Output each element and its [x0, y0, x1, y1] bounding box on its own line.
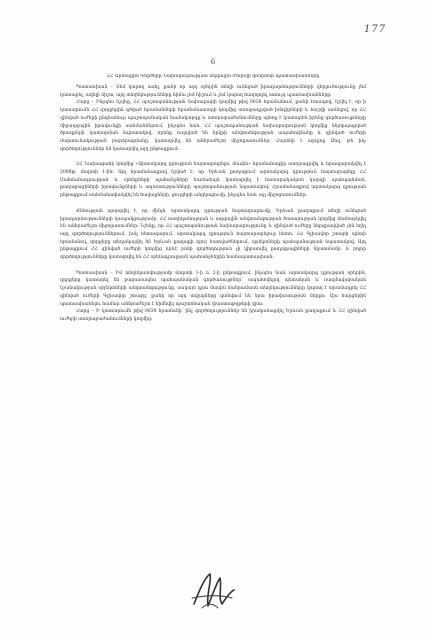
- paragraph-question-1: Հարց – Ինչպես նշվեց, ՀՀ պաշտպանության նախարարի կողմից թիվ 0038 հրամանում, քանի էտապով, նշվել է, որ ի կատարումն ՀՀ զորքերին գծված հրամանների հրամանատարի կողմից առաջադրված խնդիրների և հաշվի առնելով, որ ՀՀ զինված ուժերի ընդհանուր պաշտպանական համակարգը և ստորաբաժանումները պետք է կատարեն իրենց գործառույթները միջազգային իրավունքի սահմաններում, ինչպես նաև ՀՀ պաշտպանության նախարարության կողմից ներկայացված ծրագրերի կատարման նպատակով, որոնք ուղղված են երկրի անվտանգության ապահովմանը և զինված ուժերի մարտունակության բարձրացմանը, կատարվել են անհրաժեշտ միջոցառումներ: Հայտնի է արդյոք Ձեզ, թե ինչ գործողություններ են կատարվել այդ ընթացքում:: [60, 100, 366, 152]
- paragraph-gap: [60, 200, 366, 208]
- paragraph-gap: [60, 153, 366, 161]
- document-body: [60, 84, 366, 324]
- signature-image: [188, 568, 238, 612]
- paragraph-gap: [60, 262, 366, 270]
- document-header: ՀՀ Արտաքին Գործերի Նախարարության Ազգային Ժողովի կոմիտեի պատասխանները: [106, 74, 320, 79]
- page-number: 6: [210, 58, 216, 66]
- paragraph-question-2: Հարց – Ի կատարումն թիվ 0038 հրամանի՝ ինչ գործողություններ են իրականացվել Երևան քաղաքում և ՀՀ զինված ուժերի ստորաբաժանումների կողմից:: [60, 309, 366, 322]
- paragraph-answer-2: Պատասխան – Իմ տեղեկատվությամբ մարտի 1-ի և 2-ի ընթացքում, ինչպես նաև արտակարգ դրության օրերին, զորքերը կատարել են բացառապես պահպանական գործառույթներ՝ ապահովելով պետական և ռազմավարական նշանակության օբյեկտների անվտանգությունը, սակայն դրա մասին մանրամասն տեղեկությունները կարող է տրամադրել ՀՀ զինված ուժերի Գլխավոր շտաբը, քանի որ այդ տվյալները գտնվում են նրա իրավասության ներքո: Այս հարցերին պատասխանելու համար անհրաժեշտ է հիմնվել պաշտոնական փաստաթղթերի վրա:: [60, 270, 366, 307]
- paragraph-decree: ՀՀ Նախագահի կողմից «Արտակարգ դրության հայտարարելու մասին» հրամանագիր ստորագրվել և հրապարակվել է 2008թ. մարտի 1-ին: Այդ հրամանագրով նշված է, որ Երևան քաղաքում արտակարգ դրություն հայտարարելը ՀՀ Սահմանադրության և օրենքների պահանջների համաձայն կատարվել է հասարակական կարգի պահպանման, քաղաքացիների իրավունքների և ազատությունների պաշտպանության նպատակով: Հրամանագրով արտակարգ դրության ընթացքում սահմանափակվել են հավաքների, ցույցերի անցկացումը, ինչպես նաև այլ միջոցառումներ:: [60, 162, 366, 199]
- paragraph-findings: Քննության պարզվել է, որ մինչև արտակարգ դրության հայտարարումը, Երևան քաղաքում տեղի ունեցած իրադարձությունների կապակցությամբ, ՀՀ ոստիկանության և ազգային անվտանգության ծառայության կողմից ձեռնարկվել են անհրաժեշտ միջոցառումներ: Նշենք, որ ՀՀ պաշտպանության նախարարությունը և զինված ուժերը ներգրավված չեն եղել այդ գործողություններում, իսկ հետագայում, արտակարգ դրություն հայտարարելուց հետո, ՀՀ Գլխավոր շտաբի պետի հրամանով, զորքերը տեղակայվել են Երևան քաղաքի որոշ հատվածներում, օբյեկտների պահպանության նպատակով: Այդ ընթացքում ՀՀ զինված ուժերի կողմից որևէ բռնի գործողություն չի կիրառվել քաղաքացիների նկատմամբ, և բոլոր գործողությունները կատարվել են ՀՀ օրենսդրության պահանջներին համապատասխան:: [60, 208, 366, 261]
- paragraph-answer-1: Պատասխան – Չեմ կարող ասել, քանի որ այդ օրերին տեղի ունեցած իրադարձությունների վերլուծությունը չեմ կատարել, ավելի ճիշտ, այդ տեղեկությունները հիմա չեմ հիշում և չեմ կարող հաղորդել ստույգ պատասխանները:: [60, 85, 366, 98]
- handwritten-page-mark: 177: [364, 24, 387, 35]
